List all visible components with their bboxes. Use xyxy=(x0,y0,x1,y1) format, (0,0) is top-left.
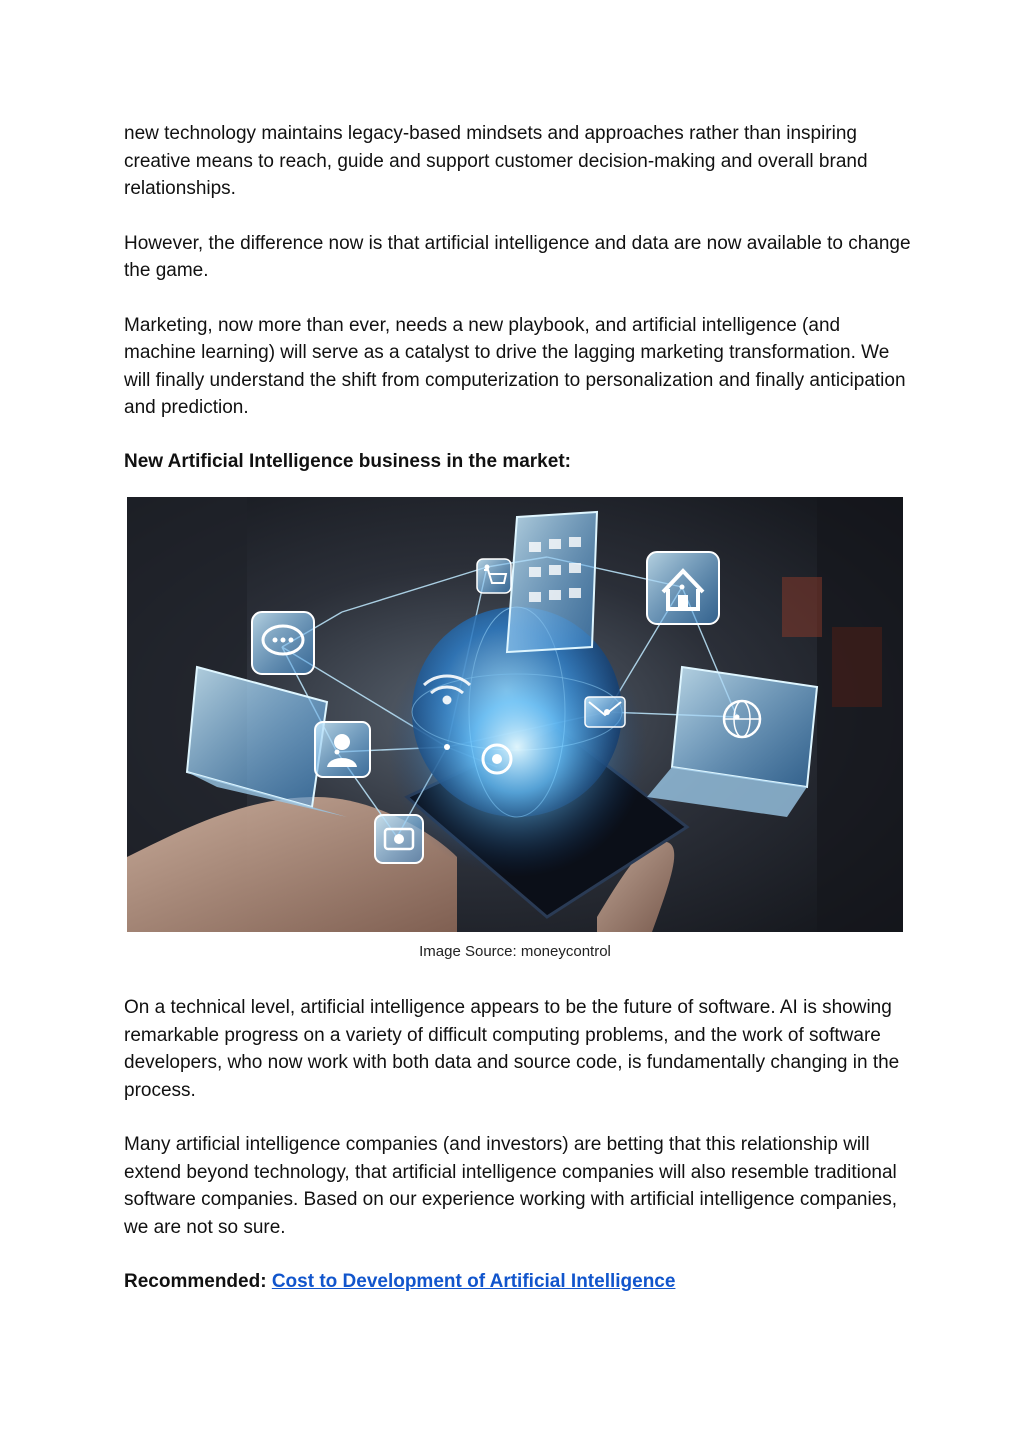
paragraph-difference: However, the difference now is that artificial intelligence and data are now available to change the game. xyxy=(124,232,911,281)
document-page xyxy=(124,120,914,1296)
paragraph-intro: new technology maintains legacy-based mindsets and approaches rather than inspiring creative means to reach, guide and support customer decision-making and overall brand relationships. xyxy=(124,123,868,199)
section-heading: New Artificial Intelligence business in the market: xyxy=(124,450,571,472)
paragraph-technical: On a technical level, artificial intelligence appears to be the future of software. AI is showing remarkable progress on a variety of difficult computing problems, and the work of software developers, who now work with both data and source code, is fundamentally changing in the process. xyxy=(124,997,900,1101)
chat-icon xyxy=(252,612,314,674)
paragraph-marketing: Marketing, now more than ever, needs a new playbook, and artificial intelligence (and machine learning) will serve as a catalyst to drive the lagging marketing transformation. We will finally understand the shift from computerization to personalization and finally anticipation and prediction. xyxy=(124,314,906,418)
ai-network-illustration xyxy=(127,497,903,932)
laptop-right-device xyxy=(672,667,817,787)
tablet-top-device xyxy=(507,512,597,652)
paragraph-companies: Many artificial intelligence companies (and investors) are betting that this relationship will extend beyond technology, that artificial intelligence companies will also resemble traditional software companies. Based on our experience working with artificial intelligence companies, we are not so sure. xyxy=(124,1134,898,1238)
recommended-link[interactable]: Cost to Development of Artificial Intelligence xyxy=(271,1271,676,1292)
figure-caption: Image Source: moneycontrol xyxy=(419,943,611,960)
recommended-label: Recommended: xyxy=(124,1271,267,1292)
user-icon xyxy=(315,722,370,777)
camera-icon xyxy=(375,815,423,863)
cart-icon xyxy=(477,559,511,593)
recommended-line xyxy=(124,1268,914,1296)
